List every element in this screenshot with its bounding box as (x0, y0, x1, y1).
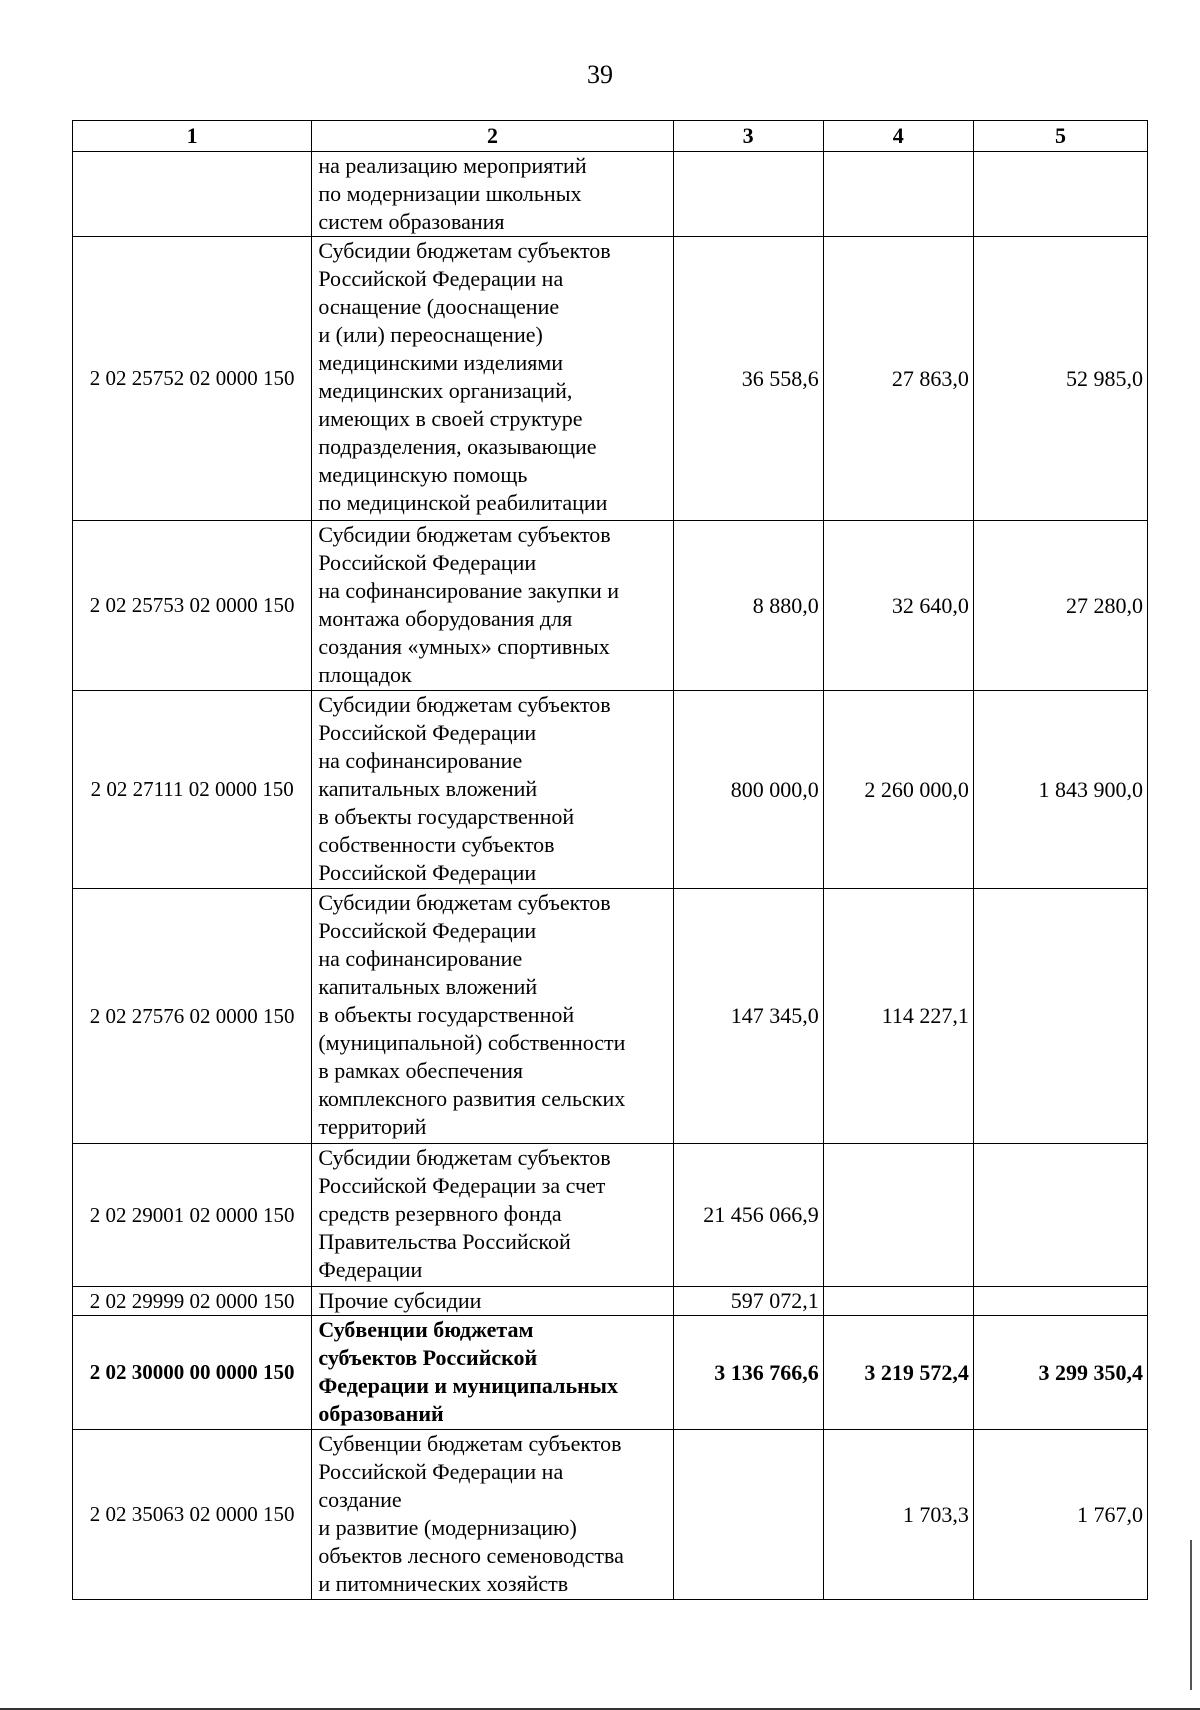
budget-item-name: Субвенции бюджетам субъектов Российской Федерации на создание и развитие (модернизацию) объектов лесного семеноводства и питомнических хозяйств (312, 1430, 673, 1600)
amount-col-3: 147 345,0 (673, 889, 823, 1144)
amount-col-4: 32 640,0 (823, 521, 973, 691)
budget-code: 2 02 29001 02 0000 150 (73, 1144, 312, 1287)
table-row (73, 521, 1148, 691)
header-col-1: 1 (73, 121, 312, 152)
amount-col-5: 1 843 900,0 (973, 691, 1147, 889)
table-row (73, 691, 1148, 889)
amount-col-4: 27 863,0 (823, 237, 973, 521)
amount-col-3: 36 558,6 (673, 237, 823, 521)
budget-item-name: Субсидии бюджетам субъектов Российской Федерации на оснащение (дооснащение и (или) переоснащение) медицинскими изделиями медицинских организаций, имеющих в своей структуре подразделения, оказывающие медицинскую помощь по медицинской реабилитации (312, 237, 673, 521)
amount-col-4: 2 260 000,0 (823, 691, 973, 889)
header-row (73, 121, 1148, 152)
budget-code: 2 02 25752 02 0000 150 (73, 237, 312, 521)
header-col-4: 4 (823, 121, 973, 152)
amount-col-5 (973, 889, 1147, 1144)
budget-code: 2 02 35063 02 0000 150 (73, 1430, 312, 1600)
amount-col-3: 800 000,0 (673, 691, 823, 889)
budget-item-name: Прочие субсидии (312, 1287, 673, 1316)
budget-item-name: Субсидии бюджетам субъектов Российской Федерации на софинансирование капитальных вложений в объекты государственной собственности субъектов Российской Федерации (312, 691, 673, 889)
budget-table (72, 120, 1148, 1600)
table-row (73, 152, 1148, 237)
amount-col-5: 52 985,0 (973, 237, 1147, 521)
budget-item-name: Субвенции бюджетам субъектов Российской Федерации и муниципальных образований (312, 1316, 673, 1430)
amount-col-3: 597 072,1 (673, 1287, 823, 1316)
amount-col-5: 1 767,0 (973, 1430, 1147, 1600)
table-row (73, 1287, 1148, 1316)
amount-col-5 (973, 1144, 1147, 1287)
budget-code: 2 02 30000 00 0000 150 (73, 1316, 312, 1430)
budget-item-name: Субсидии бюджетам субъектов Российской Федерации за счет средств резервного фонда Правительства Российской Федерации (312, 1144, 673, 1287)
amount-col-4: 3 219 572,4 (823, 1316, 973, 1430)
budget-item-name: Субсидии бюджетам субъектов Российской Федерации на софинансирование капитальных вложений в объекты государственной (муниципальной) собственности в рамках обеспечения комплексного развития сельских территорий (312, 889, 673, 1144)
page-number: 39 (587, 60, 613, 89)
amount-col-3: 21 456 066,9 (673, 1144, 823, 1287)
header-col-5: 5 (973, 121, 1147, 152)
amount-col-4: 1 703,3 (823, 1430, 973, 1600)
table-row (73, 237, 1148, 521)
amount-col-3: 8 880,0 (673, 521, 823, 691)
budget-code (73, 152, 312, 237)
amount-col-4 (823, 1144, 973, 1287)
amount-col-4 (823, 1287, 973, 1316)
header-col-2: 2 (312, 121, 673, 152)
table-row (73, 1430, 1148, 1600)
budget-item-name: на реализацию мероприятий по модернизации школьных систем образования (312, 152, 673, 237)
budget-item-name: Субсидии бюджетам субъектов Российской Федерации на софинансирование закупки и монтажа оборудования для создания «умных» спортивных площадок (312, 521, 673, 691)
budget-code: 2 02 29999 02 0000 150 (73, 1287, 312, 1316)
amount-col-5 (973, 1287, 1147, 1316)
amount-col-3: 3 136 766,6 (673, 1316, 823, 1430)
amount-col-5 (973, 152, 1147, 237)
table-row (73, 1316, 1148, 1430)
amount-col-4: 114 227,1 (823, 889, 973, 1144)
budget-code: 2 02 25753 02 0000 150 (73, 521, 312, 691)
amount-col-3 (673, 152, 823, 237)
amount-col-5: 3 299 350,4 (973, 1316, 1147, 1430)
amount-col-5: 27 280,0 (973, 521, 1147, 691)
amount-col-4 (823, 152, 973, 237)
budget-code: 2 02 27576 02 0000 150 (73, 889, 312, 1144)
table-row (73, 889, 1148, 1144)
table-row (73, 1144, 1148, 1287)
header-col-3: 3 (673, 121, 823, 152)
scan-edge-line (1190, 1540, 1192, 1690)
amount-col-3 (673, 1430, 823, 1600)
budget-code: 2 02 27111 02 0000 150 (73, 691, 312, 889)
